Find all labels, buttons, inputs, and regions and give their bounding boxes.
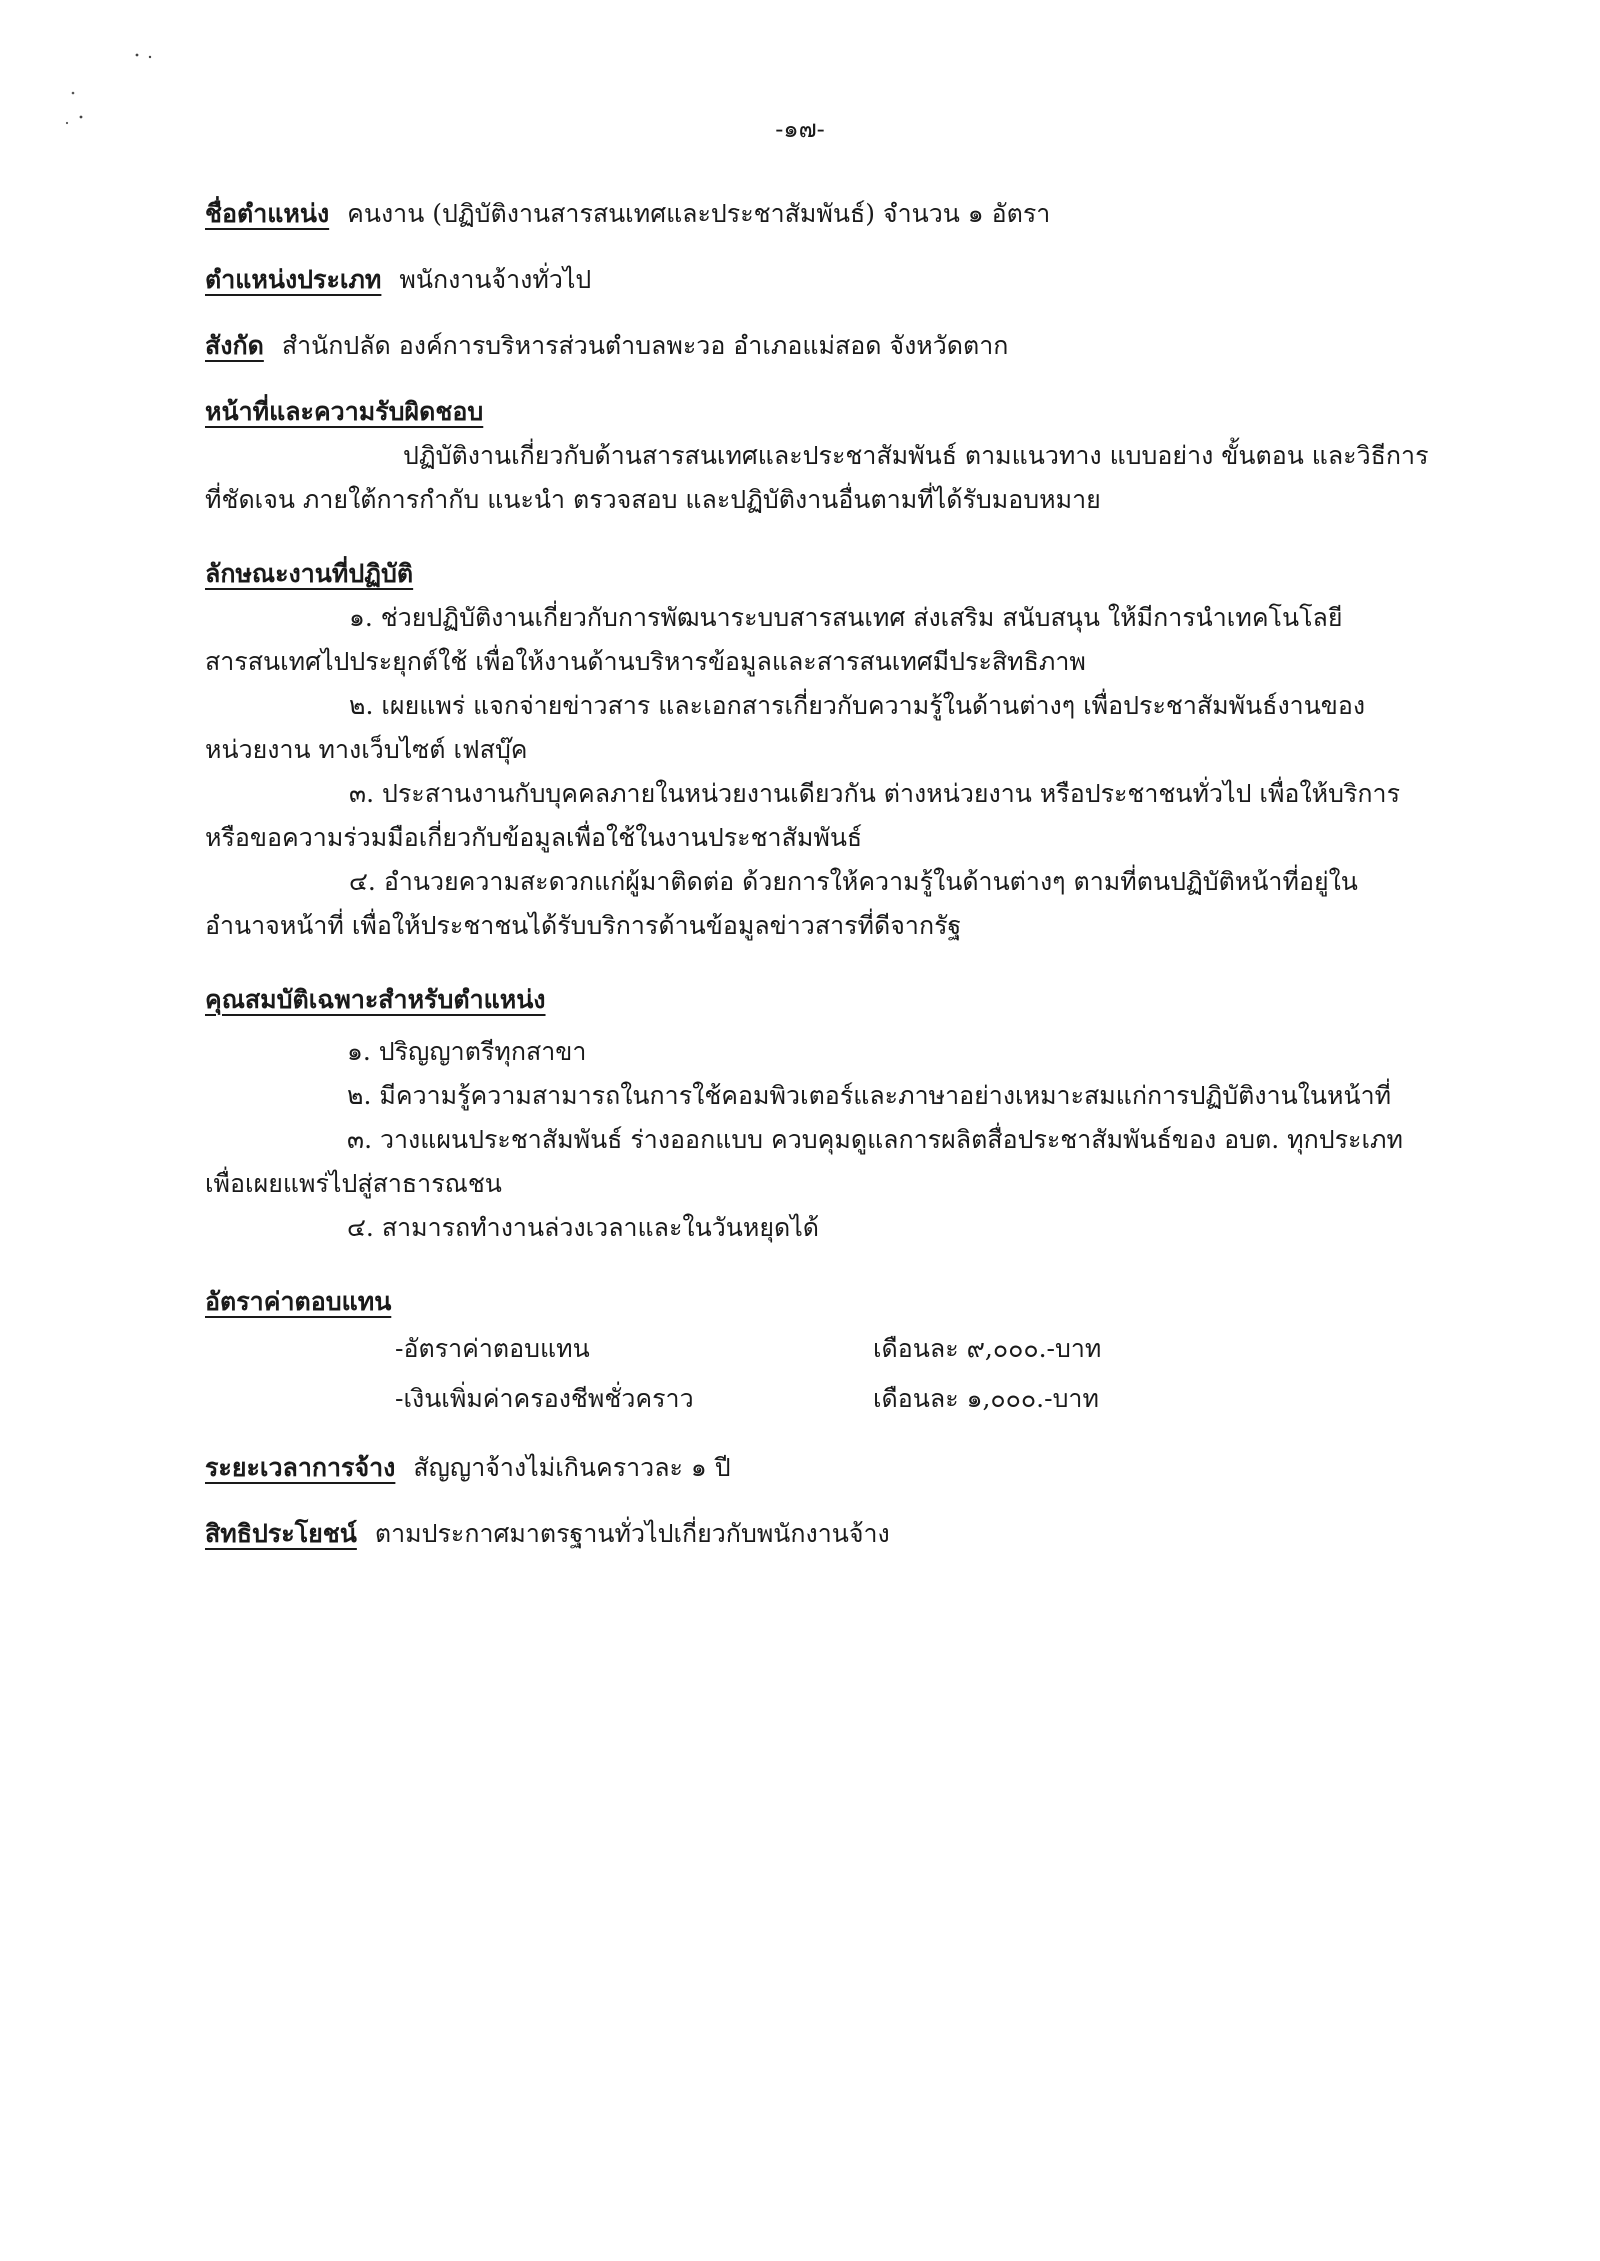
work-item-3-first: ๓. ประสานงานกับบุคคลภายในหน่วยงานเดียวกัน ต่างหน่วยงาน หรือประชาชนทั่วไป เพื่อให้บริการ bbox=[349, 779, 1401, 808]
benefits-value: ตามประกาศมาตรฐานทั่วไปเกี่ยวกับพนักงานจ้าง bbox=[374, 1519, 890, 1548]
work-item-1-first: ๑. ช่วยปฏิบัติงานเกี่ยวกับการพัฒนาระบบสารสนเทศ ส่งเสริม สนับสนุน ให้มีการนำเทคโนโลยี bbox=[349, 603, 1343, 632]
document-body bbox=[205, 192, 1477, 1556]
position-type-label: ตำแหน่งประเภท bbox=[205, 265, 382, 294]
compensation-row-2-amount: เดือนละ ๑,๐๐๐.-บาท bbox=[873, 1384, 1099, 1413]
work-item-2-rest: หน่วยงาน ทางเว็บไซต์ เฟสบุ๊ค bbox=[205, 735, 528, 764]
qualification-item-4: ๔. สามารถทำงานล่วงเวลาและในวันหยุดได้ bbox=[347, 1213, 820, 1242]
position-label: ชื่อตำแหน่ง bbox=[205, 199, 330, 228]
position-type-value: พนักงานจ้างทั่วไป bbox=[399, 265, 592, 294]
affiliation-line bbox=[205, 324, 1477, 368]
position-value: คนงาน (ปฏิบัติงานสารสนเทศและประชาสัมพันธ์) จำนวน ๑ อัตรา bbox=[347, 199, 1051, 228]
duties-line-1: ปฏิบัติงานเกี่ยวกับด้านสารสนเทศและประชาสัมพันธ์ ตามแนวทาง แบบอย่าง ขั้นตอน และวิธีการ bbox=[403, 441, 1429, 470]
position-type-line bbox=[205, 258, 1477, 302]
qualifications-section bbox=[205, 978, 1477, 1022]
work-section bbox=[205, 552, 1477, 596]
benefits-label: สิทธิประโยชน์ bbox=[205, 1519, 357, 1548]
duties-line-2: ที่ชัดเจน ภายใต้การกำกับ แนะนำ ตรวจสอบ และปฏิบัติงานอื่นตามที่ได้รับมอบหมาย bbox=[205, 485, 1101, 514]
work-item-4-rest: อำนาจหน้าที่ เพื่อให้ประชาชนได้รับบริการด้านข้อมูลข่าวสารที่ดีจากรัฐ bbox=[205, 911, 962, 940]
benefits-line bbox=[205, 1512, 1477, 1556]
compensation-row-1-label: -อัตราค่าตอบแทน bbox=[395, 1334, 590, 1363]
page-number: -๑๗- bbox=[775, 115, 825, 143]
compensation-row-1-amount: เดือนละ ๙,๐๐๐.-บาท bbox=[873, 1334, 1102, 1363]
work-item-2-first: ๒. เผยแพร่ แจกจ่ายข่าวสาร และเอกสารเกี่ยวกับความรู้ในด้านต่างๆ เพื่อประชาสัมพันธ์งานของ bbox=[349, 691, 1366, 720]
qualification-item-3-rest: เพื่อเผยแพร่ไปสู่สาธารณชน bbox=[205, 1169, 502, 1198]
work-item-4-first: ๔. อำนวยความสะดวกแก่ผู้มาติดต่อ ด้วยการให้ความรู้ในด้านต่างๆ ตามที่ตนปฏิบัติหน้าที่อยู่ใน bbox=[349, 867, 1358, 896]
employment-period-label: ระยะเวลาการจ้าง bbox=[205, 1453, 396, 1482]
compensation-row-1 bbox=[205, 1324, 1477, 1374]
position-line bbox=[205, 192, 1477, 236]
qualification-item-2: ๒. มีความรู้ความสามารถในการใช้คอมพิวเตอร์และภาษาอย่างเหมาะสมแก่การปฏิบัติงานในหน้าที่ bbox=[347, 1081, 1392, 1110]
duties-section bbox=[205, 390, 1477, 434]
affiliation-value: สำนักปลัด องค์การบริหารส่วนตำบลพะวอ อำเภอแม่สอด จังหวัดตาก bbox=[281, 331, 1009, 360]
work-item-1-rest: สารสนเทศไปประยุกต์ใช้ เพื่อให้งานด้านบริหารข้อมูลและสารสนเทศมีประสิทธิภาพ bbox=[205, 647, 1086, 676]
employment-period-line bbox=[205, 1446, 1477, 1490]
qualifications-heading: คุณสมบัติเฉพาะสำหรับตำแหน่ง bbox=[205, 985, 546, 1014]
qualification-item-3-first: ๓. วางแผนประชาสัมพันธ์ ร่างออกแบบ ควบคุมดูแลการผลิตสื่อประชาสัมพันธ์ของ อบต. ทุกประเภท bbox=[347, 1125, 1403, 1154]
compensation-row-2 bbox=[205, 1374, 1477, 1424]
affiliation-label: สังกัด bbox=[205, 331, 264, 360]
work-item-3-rest: หรือขอความร่วมมือเกี่ยวกับข้อมูลเพื่อใช้ในงานประชาสัมพันธ์ bbox=[205, 823, 863, 852]
work-heading: ลักษณะงานที่ปฏิบัติ bbox=[205, 559, 414, 588]
employment-period-value: สัญญาจ้างไม่เกินคราวละ ๑ ปี bbox=[413, 1453, 731, 1482]
qualification-item-1: ๑. ปริญญาตรีทุกสาขา bbox=[347, 1037, 587, 1066]
compensation-section bbox=[205, 1280, 1477, 1324]
compensation-row-2-label: -เงินเพิ่มค่าครองชีพชั่วคราว bbox=[395, 1384, 694, 1413]
duties-heading: หน้าที่และความรับผิดชอบ bbox=[205, 397, 484, 426]
compensation-heading: อัตราค่าตอบแทน bbox=[205, 1287, 392, 1316]
